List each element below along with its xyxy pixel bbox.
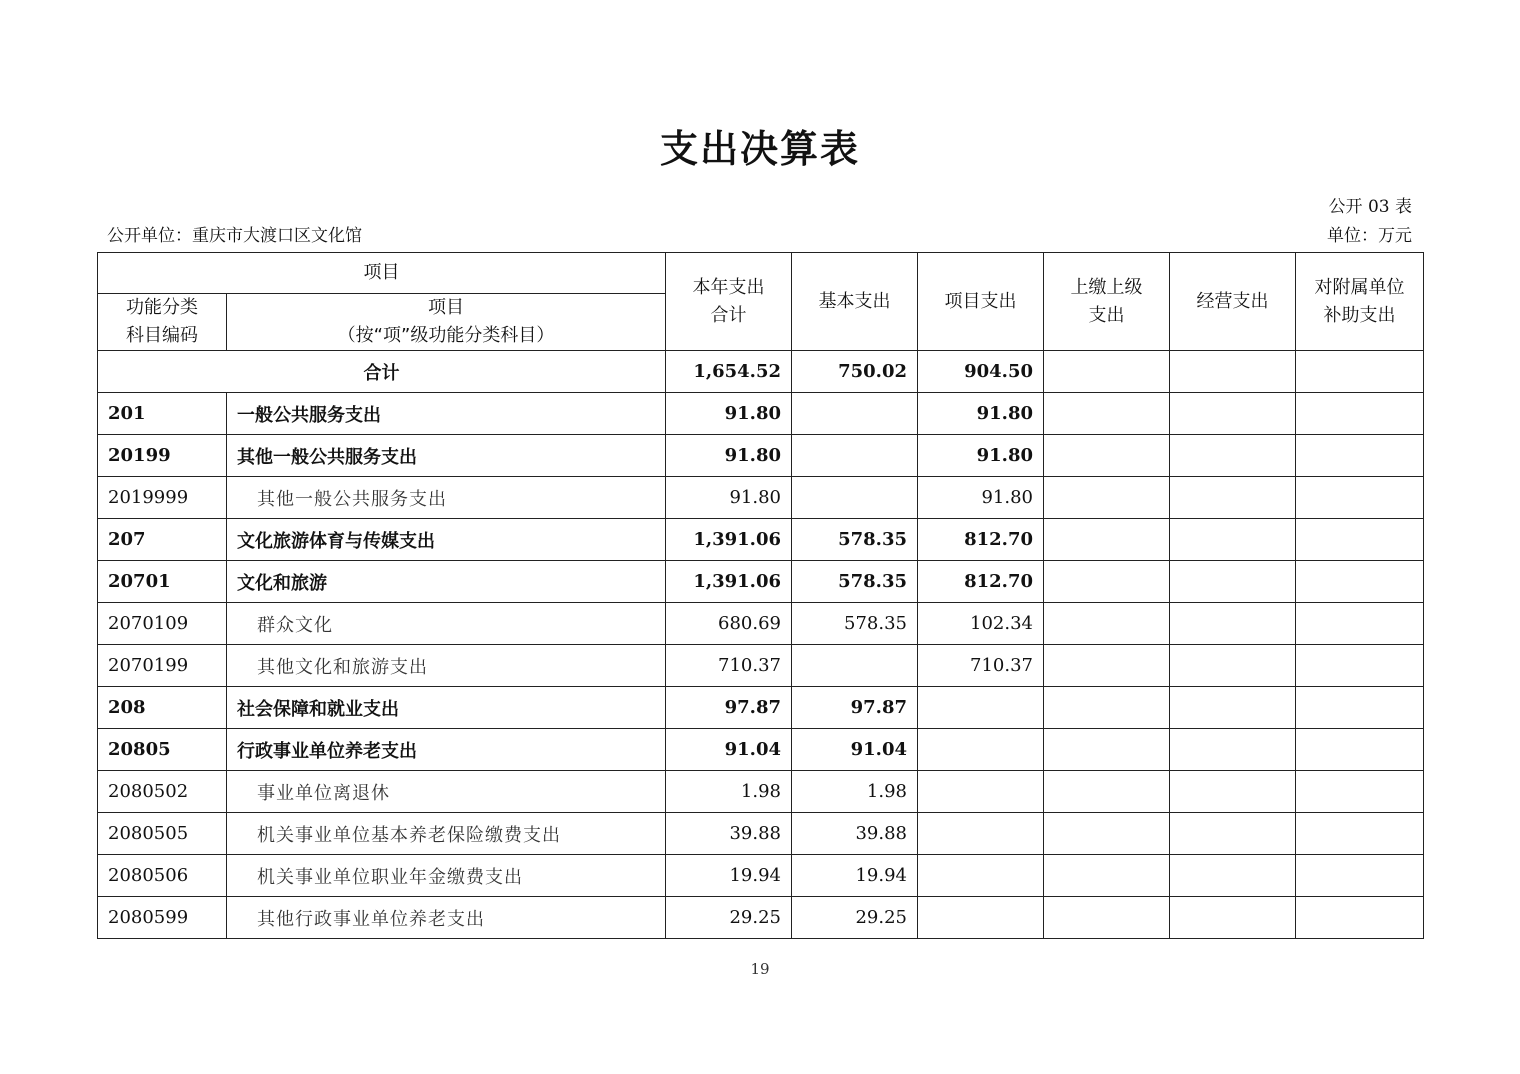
row-total: 91.80 bbox=[666, 477, 792, 519]
total-subsidy bbox=[1296, 351, 1424, 393]
row-subsidy bbox=[1296, 645, 1424, 687]
total-project: 904.50 bbox=[918, 351, 1044, 393]
row-upper bbox=[1044, 519, 1170, 561]
header-total-line2: 合计 bbox=[710, 304, 747, 326]
row-subsidy bbox=[1296, 435, 1424, 477]
expenditure-table bbox=[97, 252, 1424, 939]
row-total: 1,391.06 bbox=[666, 519, 792, 561]
header-subsidy-line1: 对附属单位 bbox=[1314, 276, 1405, 298]
row-code: 2080599 bbox=[98, 897, 227, 939]
table-row bbox=[98, 771, 1424, 813]
row-basic: 91.04 bbox=[792, 729, 918, 771]
header-project-exp: 项目支出 bbox=[918, 253, 1044, 351]
row-project bbox=[918, 729, 1044, 771]
row-basic bbox=[792, 477, 918, 519]
reporting-unit: 公开单位：重庆市大渡口区文化馆 bbox=[107, 226, 362, 246]
row-upper bbox=[1044, 561, 1170, 603]
table-row bbox=[98, 729, 1424, 771]
row-total: 1.98 bbox=[666, 771, 792, 813]
table-row bbox=[98, 687, 1424, 729]
total-upper bbox=[1044, 351, 1170, 393]
row-upper bbox=[1044, 645, 1170, 687]
row-name: 文化旅游体育与传媒支出 bbox=[227, 519, 666, 561]
row-business bbox=[1170, 897, 1296, 939]
header-upper-line2: 支出 bbox=[1088, 304, 1125, 326]
row-total: 39.88 bbox=[666, 813, 792, 855]
row-code: 201 bbox=[98, 393, 227, 435]
row-project: 91.80 bbox=[918, 435, 1044, 477]
row-subsidy bbox=[1296, 729, 1424, 771]
row-total: 680.69 bbox=[666, 603, 792, 645]
row-project: 91.80 bbox=[918, 393, 1044, 435]
row-upper bbox=[1044, 855, 1170, 897]
row-subsidy bbox=[1296, 393, 1424, 435]
row-total: 91.80 bbox=[666, 435, 792, 477]
header-business: 经营支出 bbox=[1170, 253, 1296, 351]
table-row bbox=[98, 519, 1424, 561]
row-name: 机关事业单位职业年金缴费支出 bbox=[227, 855, 666, 897]
row-business bbox=[1170, 393, 1296, 435]
row-business bbox=[1170, 603, 1296, 645]
row-project: 91.80 bbox=[918, 477, 1044, 519]
row-upper bbox=[1044, 435, 1170, 477]
header-basic: 基本支出 bbox=[792, 253, 918, 351]
page-number: 19 bbox=[750, 960, 770, 978]
row-name: 行政事业单位养老支出 bbox=[227, 729, 666, 771]
row-basic bbox=[792, 435, 918, 477]
header-subsidy bbox=[1296, 253, 1424, 351]
header-func-code-line2: 科目编码 bbox=[126, 325, 198, 346]
form-number: 公开 03 表 bbox=[1328, 197, 1412, 217]
total-total: 1,654.52 bbox=[666, 351, 792, 393]
row-total: 19.94 bbox=[666, 855, 792, 897]
row-subsidy bbox=[1296, 855, 1424, 897]
table-row bbox=[98, 393, 1424, 435]
row-project bbox=[918, 687, 1044, 729]
table-row bbox=[98, 897, 1424, 939]
row-code: 208 bbox=[98, 687, 227, 729]
row-basic: 29.25 bbox=[792, 897, 918, 939]
header-total bbox=[666, 253, 792, 351]
row-name: 其他一般公共服务支出 bbox=[227, 435, 666, 477]
row-project: 710.37 bbox=[918, 645, 1044, 687]
row-total: 91.04 bbox=[666, 729, 792, 771]
row-upper bbox=[1044, 771, 1170, 813]
row-name: 群众文化 bbox=[227, 603, 666, 645]
row-name: 一般公共服务支出 bbox=[227, 393, 666, 435]
table-row bbox=[98, 561, 1424, 603]
header-row-1 bbox=[98, 253, 1424, 294]
row-basic: 1.98 bbox=[792, 771, 918, 813]
row-total: 1,391.06 bbox=[666, 561, 792, 603]
row-total: 29.25 bbox=[666, 897, 792, 939]
row-basic bbox=[792, 645, 918, 687]
row-code: 2070199 bbox=[98, 645, 227, 687]
row-business bbox=[1170, 477, 1296, 519]
row-subsidy bbox=[1296, 603, 1424, 645]
row-total: 710.37 bbox=[666, 645, 792, 687]
row-business bbox=[1170, 561, 1296, 603]
row-upper bbox=[1044, 813, 1170, 855]
row-project bbox=[918, 897, 1044, 939]
row-basic: 97.87 bbox=[792, 687, 918, 729]
row-project bbox=[918, 855, 1044, 897]
row-upper bbox=[1044, 393, 1170, 435]
row-name: 其他文化和旅游支出 bbox=[227, 645, 666, 687]
table-row bbox=[98, 603, 1424, 645]
row-business bbox=[1170, 519, 1296, 561]
row-business bbox=[1170, 687, 1296, 729]
header-item bbox=[227, 294, 666, 351]
row-code: 2080502 bbox=[98, 771, 227, 813]
table-row bbox=[98, 855, 1424, 897]
row-business bbox=[1170, 855, 1296, 897]
row-code: 2080506 bbox=[98, 855, 227, 897]
row-basic bbox=[792, 393, 918, 435]
table-row bbox=[98, 477, 1424, 519]
total-basic: 750.02 bbox=[792, 351, 918, 393]
header-subsidy-line2: 补助支出 bbox=[1323, 304, 1396, 326]
row-basic: 39.88 bbox=[792, 813, 918, 855]
row-business bbox=[1170, 435, 1296, 477]
header-upper-line1: 上缴上级 bbox=[1070, 276, 1143, 298]
row-business bbox=[1170, 771, 1296, 813]
row-basic: 578.35 bbox=[792, 603, 918, 645]
money-unit: 单位：万元 bbox=[1327, 226, 1412, 246]
row-subsidy bbox=[1296, 813, 1424, 855]
row-project bbox=[918, 813, 1044, 855]
row-code: 2019999 bbox=[98, 477, 227, 519]
header-total-line1: 本年支出 bbox=[692, 276, 765, 298]
row-code: 20701 bbox=[98, 561, 227, 603]
row-upper bbox=[1044, 729, 1170, 771]
row-total: 91.80 bbox=[666, 393, 792, 435]
row-project: 812.70 bbox=[918, 519, 1044, 561]
row-project: 102.34 bbox=[918, 603, 1044, 645]
row-name: 社会保障和就业支出 bbox=[227, 687, 666, 729]
page-title: 支出决算表 bbox=[659, 127, 860, 171]
row-business bbox=[1170, 729, 1296, 771]
row-code: 20805 bbox=[98, 729, 227, 771]
total-row bbox=[98, 351, 1424, 393]
row-project bbox=[918, 771, 1044, 813]
row-basic: 19.94 bbox=[792, 855, 918, 897]
row-total: 97.87 bbox=[666, 687, 792, 729]
row-code: 207 bbox=[98, 519, 227, 561]
row-code: 2080505 bbox=[98, 813, 227, 855]
header-func-code-line1: 功能分类 bbox=[126, 297, 198, 318]
header-upper bbox=[1044, 253, 1170, 351]
row-name: 其他一般公共服务支出 bbox=[227, 477, 666, 519]
row-subsidy bbox=[1296, 687, 1424, 729]
header-item-line2: （按“项”级功能分类科目） bbox=[337, 325, 555, 346]
table-row bbox=[98, 435, 1424, 477]
header-func-code bbox=[98, 294, 227, 351]
row-business bbox=[1170, 813, 1296, 855]
row-name: 其他行政事业单位养老支出 bbox=[227, 897, 666, 939]
row-upper bbox=[1044, 603, 1170, 645]
total-label: 合计 bbox=[98, 351, 666, 393]
row-upper bbox=[1044, 477, 1170, 519]
row-name: 机关事业单位基本养老保险缴费支出 bbox=[227, 813, 666, 855]
row-subsidy bbox=[1296, 771, 1424, 813]
row-project: 812.70 bbox=[918, 561, 1044, 603]
row-subsidy bbox=[1296, 561, 1424, 603]
row-subsidy bbox=[1296, 897, 1424, 939]
row-code: 2070109 bbox=[98, 603, 227, 645]
table-row bbox=[98, 813, 1424, 855]
total-business bbox=[1170, 351, 1296, 393]
row-code: 20199 bbox=[98, 435, 227, 477]
row-basic: 578.35 bbox=[792, 519, 918, 561]
row-subsidy bbox=[1296, 477, 1424, 519]
table-row bbox=[98, 645, 1424, 687]
row-subsidy bbox=[1296, 519, 1424, 561]
header-item-line1: 项目 bbox=[428, 297, 464, 318]
row-name: 文化和旅游 bbox=[227, 561, 666, 603]
row-name: 事业单位离退休 bbox=[227, 771, 666, 813]
header-project: 项目 bbox=[98, 253, 666, 294]
row-basic: 578.35 bbox=[792, 561, 918, 603]
row-upper bbox=[1044, 897, 1170, 939]
row-upper bbox=[1044, 687, 1170, 729]
row-business bbox=[1170, 645, 1296, 687]
